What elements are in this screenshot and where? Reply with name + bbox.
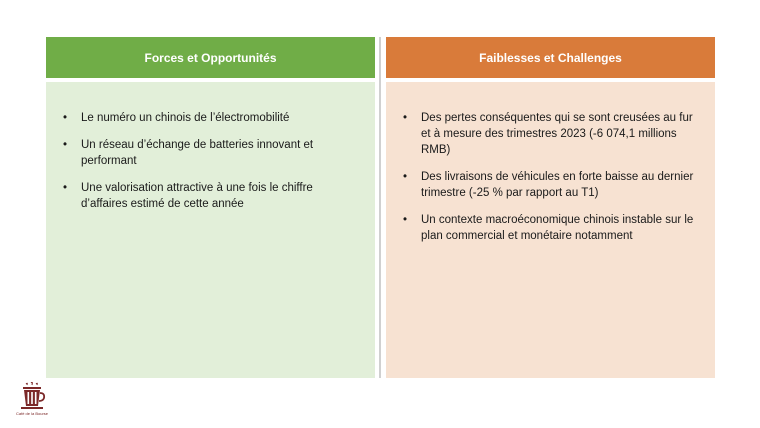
bullet: • <box>63 112 68 124</box>
strengths-body <box>46 82 375 378</box>
weaknesses-header <box>386 37 715 78</box>
strength-item-text: Un réseau d’échange de batteries innovant et performant <box>81 139 314 167</box>
weaknesses-list <box>402 110 701 244</box>
bullet: • <box>403 171 408 183</box>
panel-divider <box>379 37 381 378</box>
logo-text: Café de la Bourse <box>15 411 49 416</box>
bullet: • <box>63 139 68 151</box>
weaknesses-body <box>386 82 715 378</box>
weakness-item-text: Un contexte macroéconomique chinois instable sur le plan commercial et monétaire notamment <box>421 214 694 242</box>
bullet: • <box>403 214 408 226</box>
strength-item-text: Une valorisation attractive à une fois le chiffre d’affaires estimé de cette année <box>81 182 313 210</box>
bullet: • <box>63 182 68 194</box>
weakness-item <box>402 212 701 244</box>
weaknesses-title: Faiblesses et Challenges <box>479 50 622 65</box>
weakness-item-text: Des livraisons de véhicules en forte baisse au dernier trimestre (-25 % par rapport au T1) <box>421 171 694 199</box>
strengths-list <box>62 110 361 212</box>
weakness-item <box>402 110 701 158</box>
coffee-cup-icon <box>17 382 47 410</box>
weakness-item <box>402 169 701 201</box>
strength-item <box>62 137 361 169</box>
strength-item-text: Le numéro un chinois de l’électromobilité <box>81 112 290 124</box>
strength-item <box>62 110 361 126</box>
bullet: • <box>403 112 408 124</box>
weaknesses-panel <box>386 37 715 378</box>
strengths-panel <box>46 37 375 378</box>
strengths-header <box>46 37 375 78</box>
strength-item <box>62 180 361 212</box>
weakness-item-text: Des pertes conséquentes qui se sont creusées au fur et à mesure des trimestres 2023 (-6 074,1 millions RMB) <box>421 112 693 156</box>
cafe-de-la-bourse-logo <box>10 382 54 424</box>
strengths-title: Forces et Opportunités <box>144 50 277 65</box>
